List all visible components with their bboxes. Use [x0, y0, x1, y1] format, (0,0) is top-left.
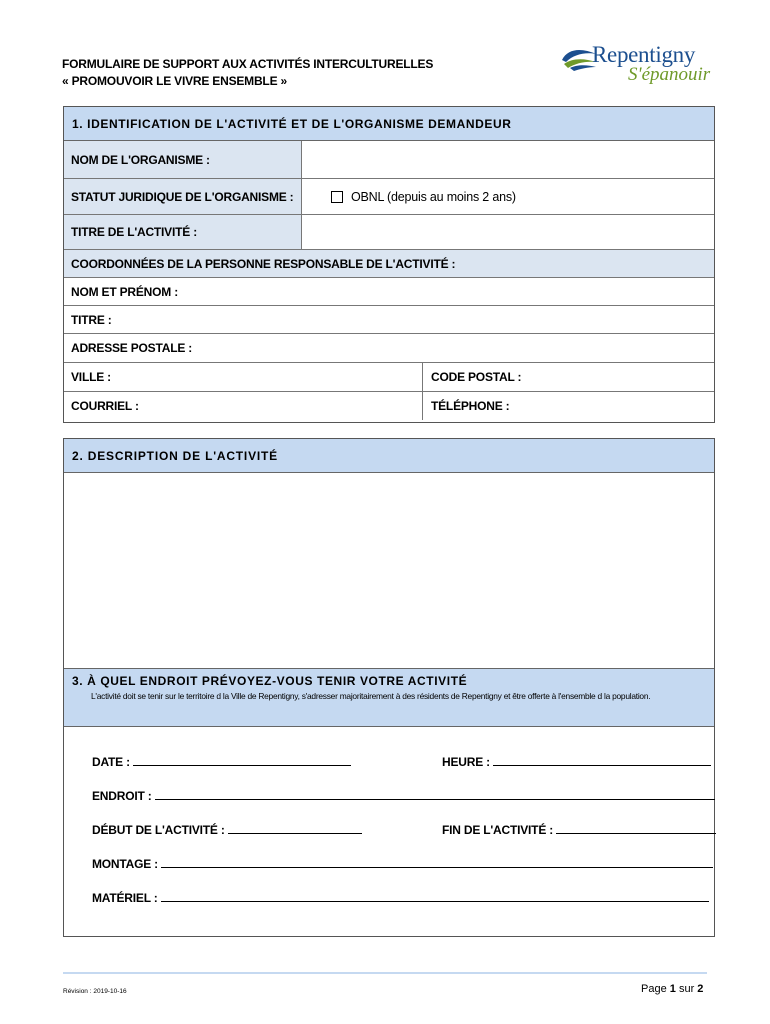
section2-heading: 2. DESCRIPTION DE L'ACTIVITÉ [64, 439, 714, 473]
title-label: TITRE : [71, 312, 112, 327]
name-label: NOM ET PRÉNOM : [71, 284, 178, 299]
page-sep: sur [678, 983, 695, 995]
footer-divider [63, 972, 707, 974]
city-label: VILLE : [71, 370, 111, 384]
activity-title-field[interactable] [301, 215, 714, 249]
revision-date: Révision : 2019-10-16 [63, 988, 127, 995]
hour-label: HEURE : [442, 755, 490, 769]
date-label: DATE : [92, 755, 130, 769]
material-label: MATÉRIEL : [92, 891, 158, 905]
activity-title-label: TITRE DE L'ACTIVITÉ : [64, 215, 301, 249]
phone-label: TÉLÉPHONE : [431, 399, 510, 413]
setup-line[interactable] [92, 857, 713, 871]
end-line[interactable] [442, 823, 716, 837]
page-total: 2 [697, 983, 704, 995]
activity-title-row [64, 215, 714, 250]
logo-slogan: S'épanouir [628, 64, 711, 85]
logo-wordmark: Repentigny [592, 42, 696, 67]
section3-note: L'activité doit se tenir sur le territoire d la Ville de Repentigny, s'adresser majoritairement à des résidents de Repentigny et être offerte à l'ensemble d la population. [91, 691, 651, 701]
section1-heading: 1. IDENTIFICATION DE L'ACTIVITÉ ET DE L'ORGANISME DEMANDEUR [64, 107, 714, 141]
end-label: FIN DE L'ACTIVITÉ : [442, 823, 554, 837]
city-postal-row [64, 363, 714, 392]
email-field[interactable] [64, 392, 423, 420]
section3-heading: 3. À QUEL ENDROIT PRÉVOYEZ-VOUS TENIR VOTRE ACTIVITÉ [72, 674, 468, 688]
hour-line[interactable] [442, 755, 711, 769]
org-name-field[interactable] [301, 141, 714, 178]
description-textarea[interactable] [64, 473, 714, 669]
page-number [641, 983, 703, 995]
email-phone-row [64, 392, 714, 420]
form-title [62, 56, 433, 90]
place-line[interactable] [92, 789, 715, 803]
address-label: ADRESSE POSTALE : [71, 341, 193, 355]
form-title-line1: FORMULAIRE DE SUPPORT AUX ACTIVITÉS INTERCULTURELLES [62, 57, 434, 71]
obnl-checkbox[interactable] [331, 191, 343, 203]
legal-status-row [64, 179, 714, 215]
email-label: COURRIEL : [71, 399, 139, 413]
material-line[interactable] [92, 891, 709, 905]
start-label: DÉBUT DE L'ACTIVITÉ : [92, 823, 225, 837]
section-description-location [63, 438, 715, 937]
postal-label: CODE POSTAL : [431, 370, 522, 384]
legal-status-field [301, 179, 714, 214]
contact-heading: COORDONNÉES DE LA PERSONNE RESPONSABLE DE L'ACTIVITÉ : [64, 250, 714, 278]
obnl-option-label: OBNL (depuis au moins 2 ans) [351, 189, 516, 204]
postal-field[interactable] [423, 363, 714, 391]
repentigny-logo [560, 40, 720, 90]
page-current: 1 [669, 983, 676, 995]
name-row[interactable] [64, 278, 714, 306]
start-line[interactable] [92, 823, 362, 837]
date-line[interactable] [92, 755, 351, 769]
org-name-row [64, 141, 714, 179]
org-name-label: NOM DE L'ORGANISME : [64, 141, 301, 178]
phone-field[interactable] [423, 392, 714, 420]
section-identification [63, 106, 715, 423]
page-prefix: Page [641, 983, 667, 995]
title-row[interactable] [64, 306, 714, 334]
place-label: ENDROIT : [92, 789, 152, 803]
address-row[interactable] [64, 334, 714, 363]
form-title-line2: « PROMOUVOIR LE VIVRE ENSEMBLE » [62, 74, 287, 88]
legal-status-label: STATUT JURIDIQUE DE L'ORGANISME : [64, 179, 301, 214]
setup-label: MONTAGE : [92, 857, 158, 871]
section3-header [64, 669, 714, 727]
city-field[interactable] [64, 363, 423, 391]
